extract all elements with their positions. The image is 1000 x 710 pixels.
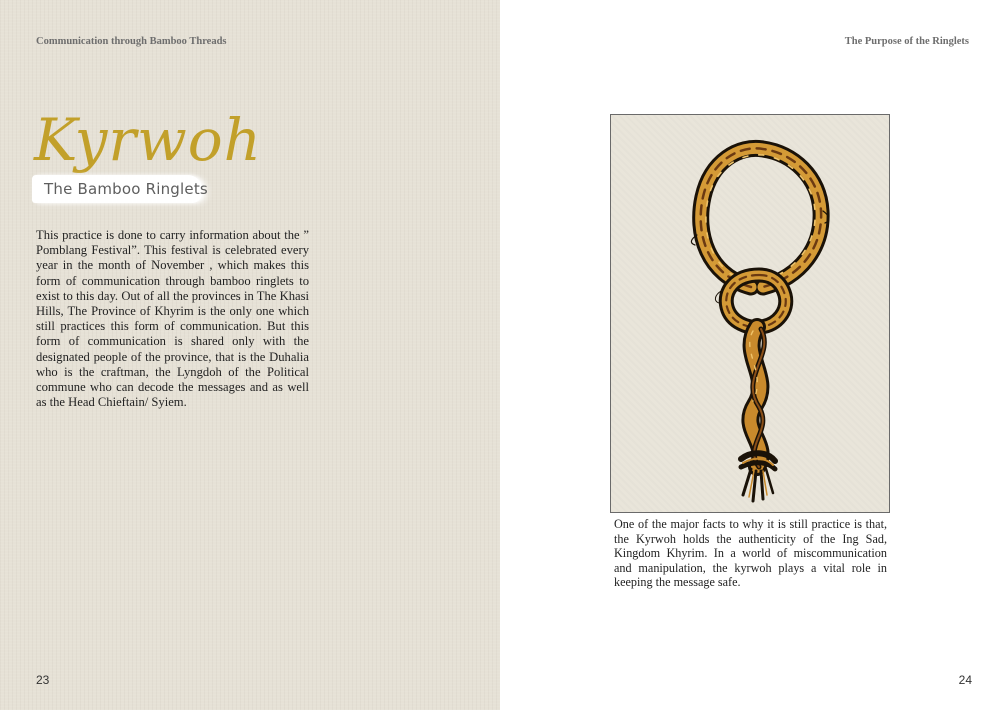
page-number-left: 23 bbox=[36, 673, 50, 687]
body-paragraph: This practice is done to carry information about the ” Pomblang Festival”. This festival is celebrated every year in the month of November , which makes this form of communication through bamboo ringlets to exist to this day. Out of all the provinces in The Khasi Hills, The Province of Khyrim is the only one which still practices this form of communication. But this form of communication is shared only with the designated people of the province, that is the Duhalia who is the craftman, the Lyngdoh of the Political commune who can decode the messages and as well as the Head Chieftain/ Syiem. bbox=[36, 228, 309, 410]
figure-caption: One of the major facts to why it is still practice is that, the Kyrwoh holds the authenticity of the Ing Sad, Kingdom Khyrim. In a world of miscommunication and manipulation, the kyrwoh plays a vital role in keeping the message safe. bbox=[614, 517, 887, 590]
running-head-right: The Purpose of the Ringlets bbox=[844, 36, 969, 47]
bamboo-ringlet-drawing bbox=[611, 115, 891, 514]
running-head-left: Communication through Bamboo Threads bbox=[36, 36, 227, 47]
page-subtitle: The Bamboo Ringlets bbox=[44, 180, 208, 198]
ringlet-illustration bbox=[610, 114, 890, 513]
page-title: Kyrwoh bbox=[34, 106, 263, 174]
page-number-right: 24 bbox=[958, 673, 972, 687]
right-page bbox=[500, 0, 1000, 710]
